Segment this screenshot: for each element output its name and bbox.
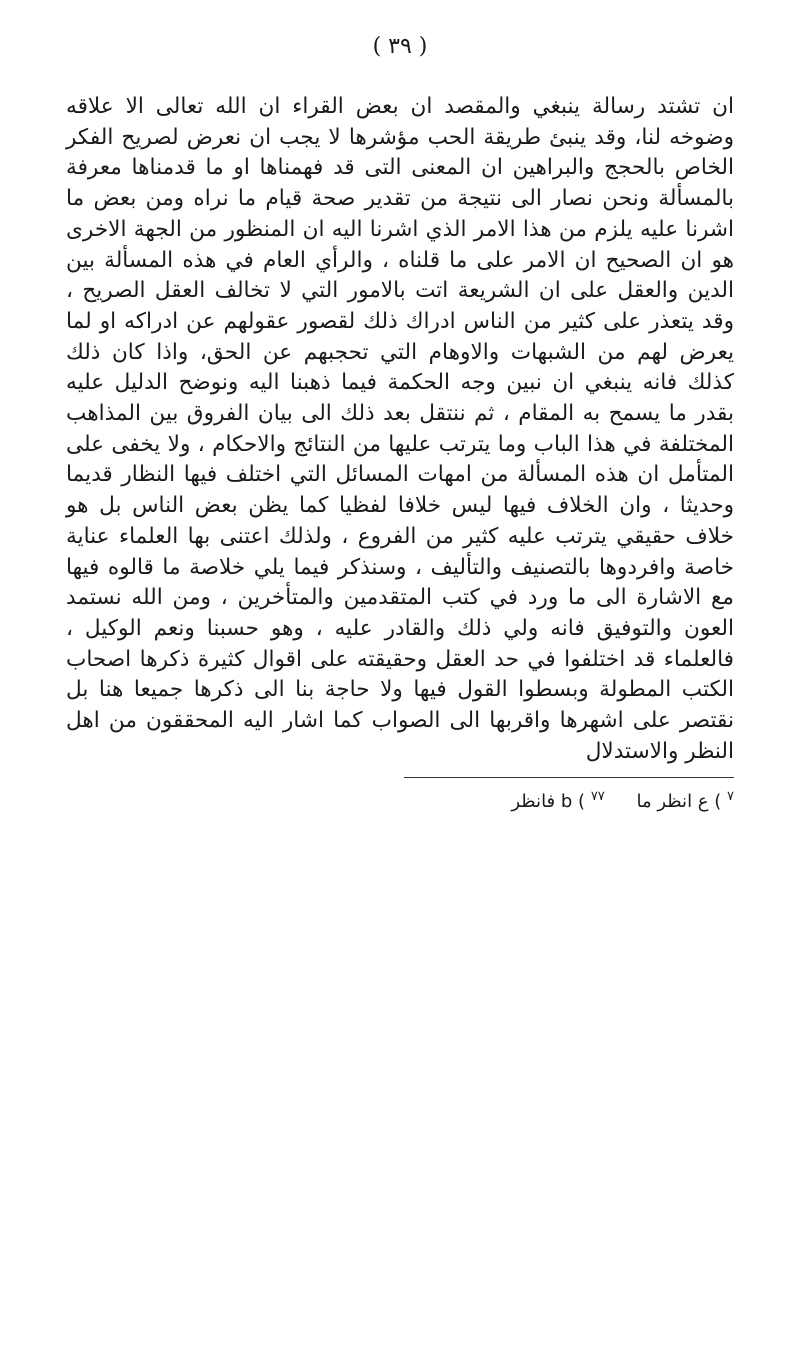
body-paragraph: ان تشتد رسالة ينبغي والمقصد ان بعض القراء ان الله تعالى الا علاقه وضوخه لنا، وقد ينبئ طريقة الحب مؤشرها لا يجب ان نعرض لصريح الفكر الخاص بالحجج والبراهين ان المعنى التى قد فهمناها او ما قدمناها معرفة بالمسألة ونحن نصار الى نتيجة من تقدير صحة قيام ما نراه ومن بعض ما اشرنا عليه يلزم من هذا الامر الذي اشرنا اليه ان المنظور من الجهة الاخرى هو ان الصحيح ان الامر على ما قلناه ، والرأي العام في هذه المسألة بين الدين والعقل على ان الشريعة اتت بالامور التي لا تخالف العقل الصريح ، وقد يتعذر على كثير من الناس ادراك ذلك لقصور عقولهم عن ادراكه او لما يعرض لهم من الشبهات والاوهام التي تحجبهم عن الحق، واذا كان ذلك كذلك فانه ينبغي ان نبين وجه الحكمة فيما ذهبنا اليه ونوضح الدليل عليه بقدر ما يسمح به المقام ، ثم ننتقل بعد ذلك الى بيان الفروق بين المذاهب المختلفة في هذا الباب وما يترتب عليها من النتائج والاحكام ، ولا يخفى على المتأمل ان هذه المسألة من امهات المسائل التي اختلف فيها النظار قديما وحديثا ، وان الخلاف فيها ليس خلافا لفظيا كما يظن بعض الناس بل هو خلاف حقيقي يترتب عليه كثير من الفروع ، ولذلك اعتنى بها العلماء عناية خاصة وافردوها بالتصنيف والتأليف ، وسنذكر فيما يلي خلاصة ما قالوه فيها مع الاشارة الى ما ورد في كتب المتقدمين والمتأخرين ، ومن الله نستمد العون والتوفيق فانه ولي ذلك والقادر عليه ، وهو حسبنا ونعم الوكيل ، فالعلماء قد اختلفوا في حد العقل وحقيقته على اقوال كثيرة ذكرها اصحاب الكتب المطولة وبسطوا القول فيها ولا حاجة بنا الى ذكرها جميعا هنا بل نقتصر على اشهرها واقربها الى الصواب كما اشار اليه المحققون من اهل النظر والاستدلال [66,94,734,764]
page-number: ( ٣٩ ) [372,34,428,59]
footnote-2-mark: ٧٧ [590,789,605,805]
footnote-1-text: ) ع انظر ما [636,791,722,813]
footnote-1-mark: ٧ [727,789,734,805]
body-text [66,92,734,767]
footnote-2-text: ) b فانظر [511,791,586,813]
footnote-2 [511,784,604,815]
footnotes [66,784,734,815]
footnote-divider [404,777,734,778]
footnote-1 [637,784,734,815]
